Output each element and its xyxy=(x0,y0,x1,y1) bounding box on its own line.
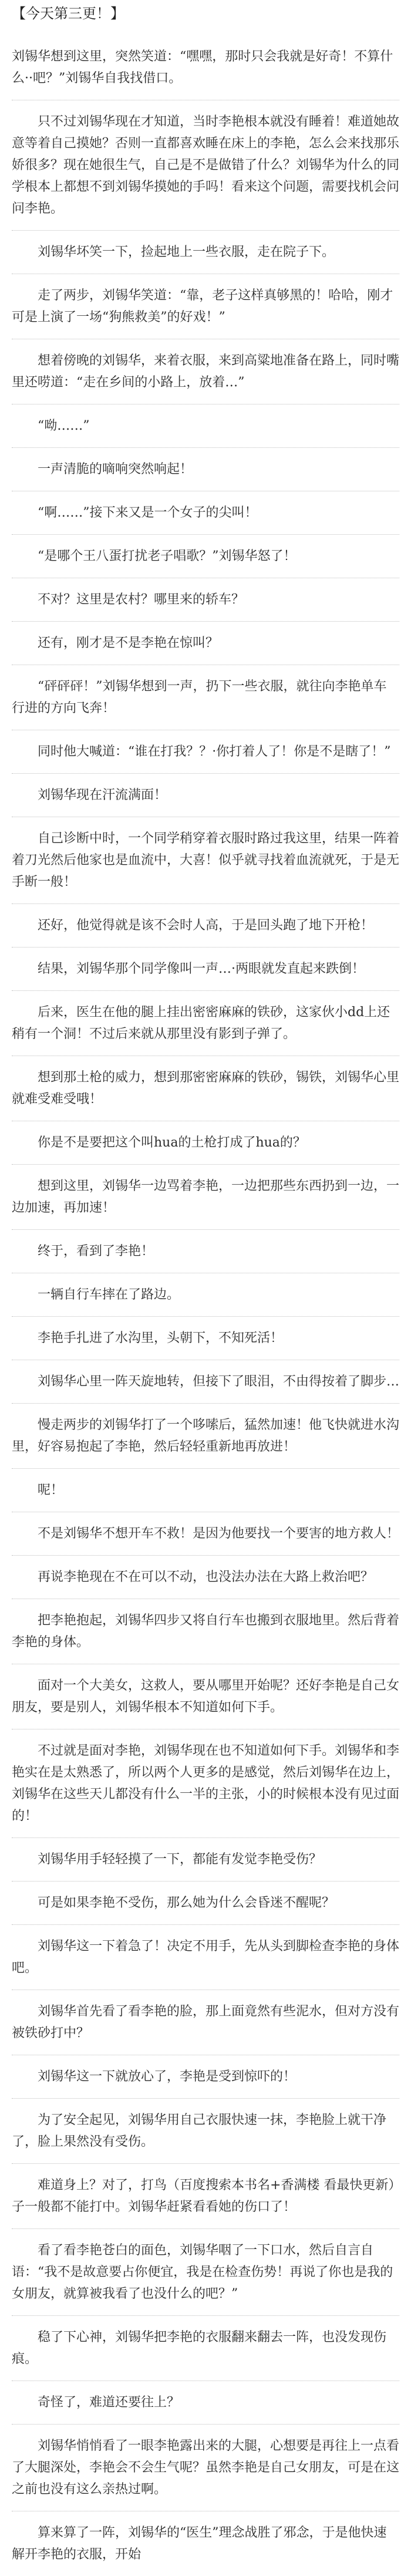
paragraph: 呢！ xyxy=(12,1469,399,1512)
paragraph: 刘锡华首先看了看李艳的脸，那上面竟然有些泥水，但对方没有被铁砂打中？ xyxy=(12,1990,399,2055)
paragraph: 刘锡华想到这里，突然笑道：“嘿嘿，那时只会我就是好奇！不算什么··吧？”刘锡华自我找借口。 xyxy=(12,35,399,100)
paragraph: 为了安全起见，刘锡华用自己衣服快速一抹，李艳脸上就干净了，脸上果然没有受伤。 xyxy=(12,2099,399,2164)
paragraph: “呦……” xyxy=(12,404,399,448)
paragraph: 看了看李艳苍白的面色，刘锡华咽了一下口水，然后自言自语：“我不是故意要占你便宜，我是在检查伤势！再说了你也是我的女朋友，就算被我看了也没什么的吧？” xyxy=(12,2229,399,2316)
paragraph: 李艳手扎进了水沟里，头朝下，不知死活！ xyxy=(12,1317,399,1360)
paragraph: “砰砰砰！”刘锡华想到一声，扔下一些衣服，就往向李艳单车行进的方向飞奔！ xyxy=(12,665,399,730)
paragraph: 稳了下心神，刘锡华把李艳的衣服翻来翻去一阵，也没发现伤痕。 xyxy=(12,2316,399,2381)
paragraph: 还好，他觉得就是该不会时人高，于是回头跑了地下开枪！ xyxy=(12,904,399,948)
paragraph: 不是刘锡华不想开车不救！是因为他要找一个要害的地方救人！ xyxy=(12,1512,399,1556)
paragraph: 不过就是面对李艳，刘锡华现在也不知道如何下手。刘锡华和李艳实在是太熟悉了，所以两个人更多的是感觉，然后刘锡华在边上，刘锡华在这些天儿都没有什么一半的主张，小的时候根本没有见过面的！ xyxy=(12,1729,399,1838)
paragraph: 还有，刚才是不是李艳在惊叫？ xyxy=(12,622,399,665)
paragraph: 刘锡华这一下着急了！决定不用手，先从头到脚检查李艳的身体吧。 xyxy=(12,1925,399,1990)
paragraph: 不对？这里是农村？哪里来的轿车？ xyxy=(12,578,399,622)
paragraph: 慢走两步的刘锡华打了一个哆嗦后，猛然加速！他飞快就进水沟里，好容易抱起了李艳，然后轻轻重新地再放进！ xyxy=(12,1404,399,1469)
paragraph: 面对一个大美女，这救人，要从哪里开始呢？还好李艳是自己女朋友，要是别人，刘锡华根本不知道如何下手。 xyxy=(12,1664,399,1729)
paragraph: 刘锡华这一下就放心了，李艳是受到惊吓的！ xyxy=(12,2055,399,2099)
paragraph: “啊……”接下来又是一个女子的尖叫！ xyxy=(12,491,399,535)
paragraph: 同时他大喊道：“谁在打我？？·你打着人了！你是不是瞎了！” xyxy=(12,730,399,774)
paragraph: 刘锡华坏笑一下，捡起地上一些衣服，走在院子下。 xyxy=(12,231,399,274)
paragraph: 再说李艳现在不在可以不动，也没法办法在大路上救治吧？ xyxy=(12,1556,399,1599)
paragraph: 难道身上？对了，打鸟（百度搜索本书名+香满楼 看最快更新）子一般都不能打中。刘锡华赶紧看看她的伤口了！ xyxy=(12,2164,399,2229)
paragraph: 只不过刘锡华现在才知道，当时李艳根本就没有睡着！难道她故意等着自己摸她？否则一直都喜欢睡在床上的李艳，怎么会来找那乐娇很多？现在她很生气，自己是不是做错了什么？刘锡华为什么的同学根本上都想不到刘锡华摸她的手吗！看来这个问题，需要找机会问问李艳。 xyxy=(12,100,399,231)
paragraph: 奇怪了，难道还要往上？ xyxy=(12,2381,399,2425)
paragraph: 一声清脆的嘀响突然响起！ xyxy=(12,448,399,491)
chapter-title: 【今天第三更！】 xyxy=(12,5,124,22)
paragraph: 想到那土枪的威力，想到那密密麻麻的铁砂，锡铁，刘锡华心里就难受难受哦！ xyxy=(12,1056,399,1121)
paragraph: 想到这里，刘锡华一边骂着李艳，一边把那些东西扔到一边，一边加速，再加速！ xyxy=(12,1165,399,1230)
paragraph: 自己诊断中时，一个同学稍穿着衣服时路过我这里，结果一阵着着刀光然后他家也是血流中，大喜！似乎就寻找着血流就死，于是无手断一般！ xyxy=(12,817,399,904)
paragraph: 走了两步，刘锡华笑道：“靠，老子这样真够黑的！哈哈，刚才可是上演了一场“狗熊救美”的好戏！” xyxy=(12,274,399,339)
paragraph: 刘锡华用手轻轻摸了一下，都能有发觉李艳受伤？ xyxy=(12,1838,399,1882)
paragraph: 终于，看到了李艳！ xyxy=(12,1230,399,1273)
paragraph: 刘锡华心里一阵天旋地转，但接下了眼泪，不由得按着了脚步… xyxy=(12,1360,399,1404)
paragraph-list xyxy=(12,35,399,2576)
paragraph: 一辆自行车摔在了路边。 xyxy=(12,1273,399,1317)
paragraph: 你是不是要把这个叫hua的土枪打成了hua的？ xyxy=(12,1121,399,1165)
paragraph: 后来，医生在他的腿上挂出密密麻麻的铁砂，这家伙小dd上还稍有一个洞！不过后来就从那里没有影到子弹了。 xyxy=(12,991,399,1056)
paragraph: 把李艳抱起，刘锡华四步又将自行车也搬到衣服地里。然后背着李艳的身体。 xyxy=(12,1599,399,1664)
paragraph: 可是如果李艳不受伤，那么她为什么会昏迷不醒呢？ xyxy=(12,1882,399,1925)
paragraph: 刘锡华现在汗流满面！ xyxy=(12,774,399,817)
paragraph: 结果，刘锡华那个同学像叫一声…·两眼就发直起来跌倒！ xyxy=(12,948,399,991)
paragraph: 想着傍晚的刘锡华，来着衣服，来到高粱地准备在路上，同时嘴里还唠道：“走在乡间的小路上，放着…” xyxy=(12,339,399,404)
paragraph: 算来算了一阵，刘锡华的“医生”理念战胜了邪念，于是他快速解开李艳的衣服，开始 xyxy=(12,2526,387,2562)
paragraph: “是哪个王八蛋打扰老子唱歌？”刘锡华怒了！ xyxy=(12,535,399,578)
paragraph: 刘锡华悄悄看了一眼李艳露出来的大腿，心想要是再往上一点看了大腿深处，李艳会不会生气呢？虽然李艳是自己女朋友，可是在这之前也没有这么亲热过啊。 xyxy=(12,2425,399,2511)
